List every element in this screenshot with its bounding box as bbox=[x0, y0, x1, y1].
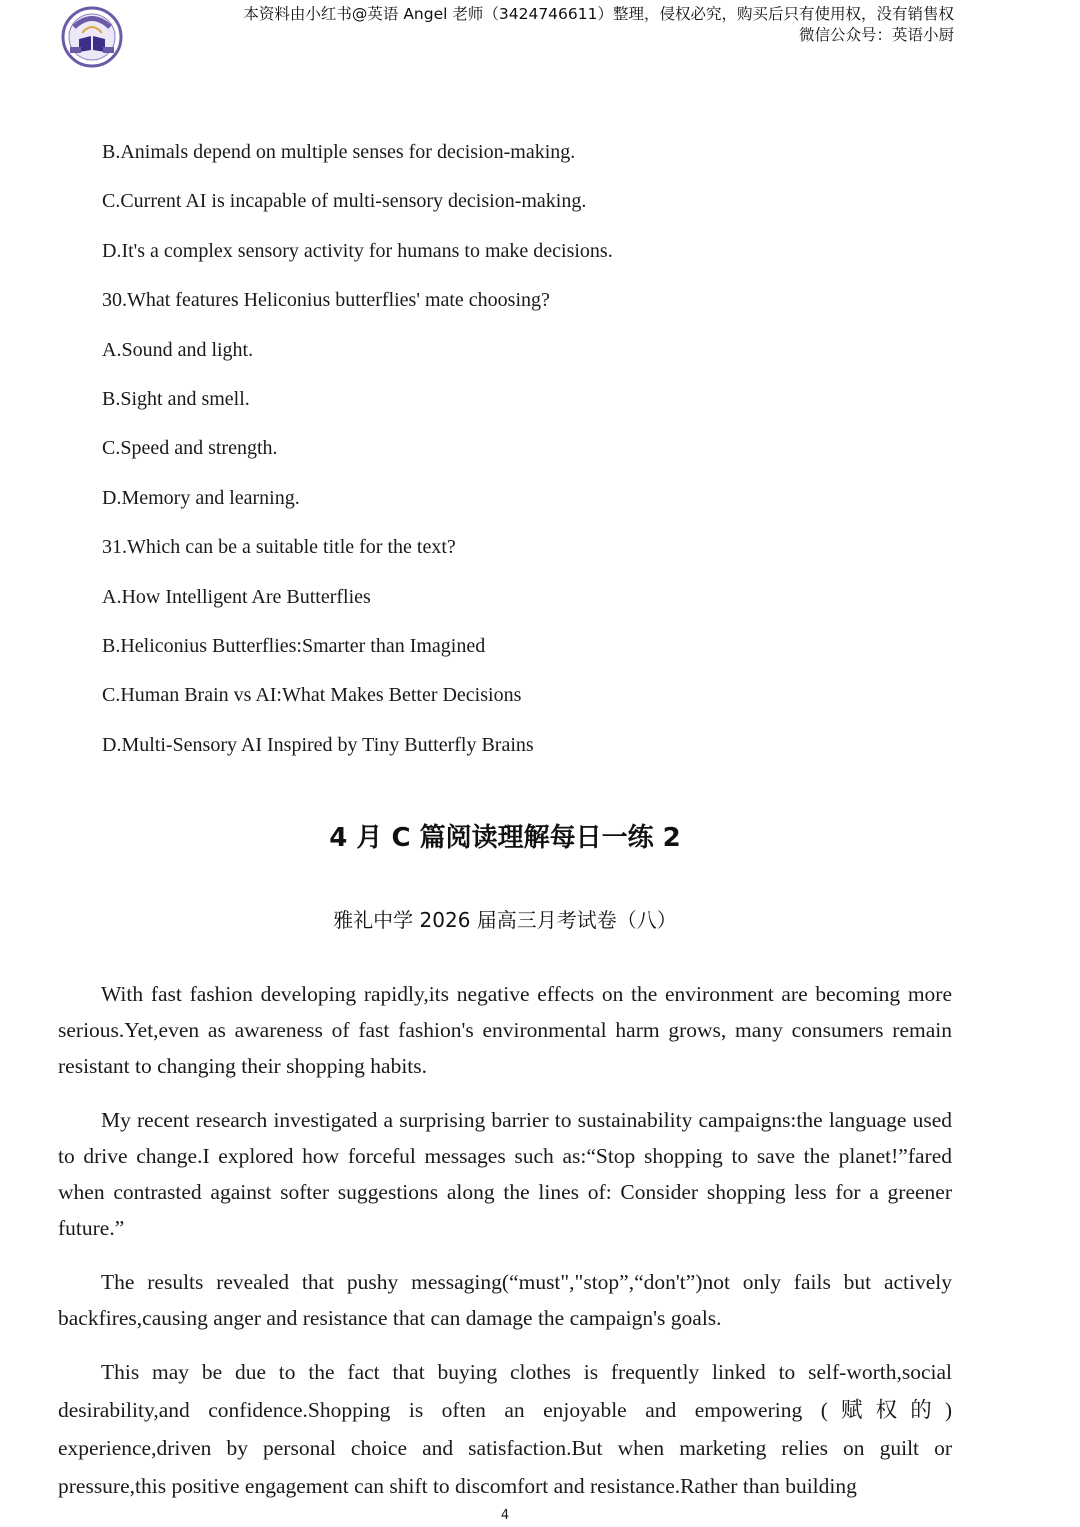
passage-paragraph: This may be due to the fact that buying clothes is frequently linked to self-worth,social desirability,and confidence.Shopping is often an enjoyable and empowering (赋权的) experience,driven by personal choice and satisfaction.But when marketing relies on guilt or pressure,this positive engagement can shift to discomfort and resistance.Rather than building bbox=[58, 1360, 952, 1498]
reading-passage bbox=[58, 976, 952, 1505]
question-options bbox=[102, 128, 613, 770]
passage-paragraph: My recent research investigated a surprising barrier to sustainability campaigns:the language used to drive change.I explored how forceful messages such as:“Stop shopping to save the planet!”fared when contrasted against softer suggestions along the lines of: Consider shopping less for a greener future.” bbox=[58, 1108, 952, 1240]
book-badge-logo-icon bbox=[60, 6, 124, 68]
option-line: A.Sound and light. bbox=[102, 338, 254, 361]
passage-paragraph: With fast fashion developing rapidly,its negative effects on the environment are becoming more serious.Yet,even as awareness of fast fashion's environmental harm grows, many consumers remain resistant to changing their shopping habits. bbox=[58, 982, 952, 1078]
option-line: C.Human Brain vs AI:What Makes Better Decisions bbox=[102, 684, 522, 707]
option-line: D.Multi-Sensory AI Inspired by Tiny Butterfly Brains bbox=[102, 733, 534, 756]
section-title: 4 月 C 篇阅读理解每日一练 2 bbox=[329, 823, 681, 853]
option-line: B.Sight and smell. bbox=[102, 387, 250, 410]
option-line: D.It's a complex sensory activity for humans to make decisions. bbox=[102, 239, 613, 262]
option-line: B.Heliconius Butterflies:Smarter than Imagined bbox=[102, 634, 486, 657]
page-number: 4 bbox=[500, 1508, 510, 1523]
option-line: C.Current AI is incapable of multi-sensory decision-making. bbox=[102, 190, 587, 213]
copyright-header bbox=[243, 4, 954, 46]
copyright-notice: 本资料由小红书@英语 Angel 老师（3424746611）整理，侵权必究，购买后只有使用权，没有销售权 bbox=[243, 5, 954, 23]
question-stem: 31.Which can be a suitable title for the text? bbox=[102, 536, 456, 559]
option-line: A.How Intelligent Are Butterflies bbox=[102, 585, 371, 608]
section-subtitle: 雅礼中学 2026 届高三月考试卷（八） bbox=[333, 908, 677, 932]
wechat-account: 微信公众号：英语小厨 bbox=[798, 26, 954, 44]
option-line: B.Animals depend on multiple senses for decision-making. bbox=[102, 141, 576, 163]
question-stem: 30.What features Heliconius butterflies' mate choosing? bbox=[102, 289, 550, 312]
option-line: C.Speed and strength. bbox=[102, 437, 278, 460]
option-line: D.Memory and learning. bbox=[102, 486, 300, 509]
passage-paragraph: The results revealed that pushy messaging(“must","stop”,“don't”)not only fails but actively backfires,causing anger and resistance that can damage the campaign's goals. bbox=[58, 1270, 952, 1330]
